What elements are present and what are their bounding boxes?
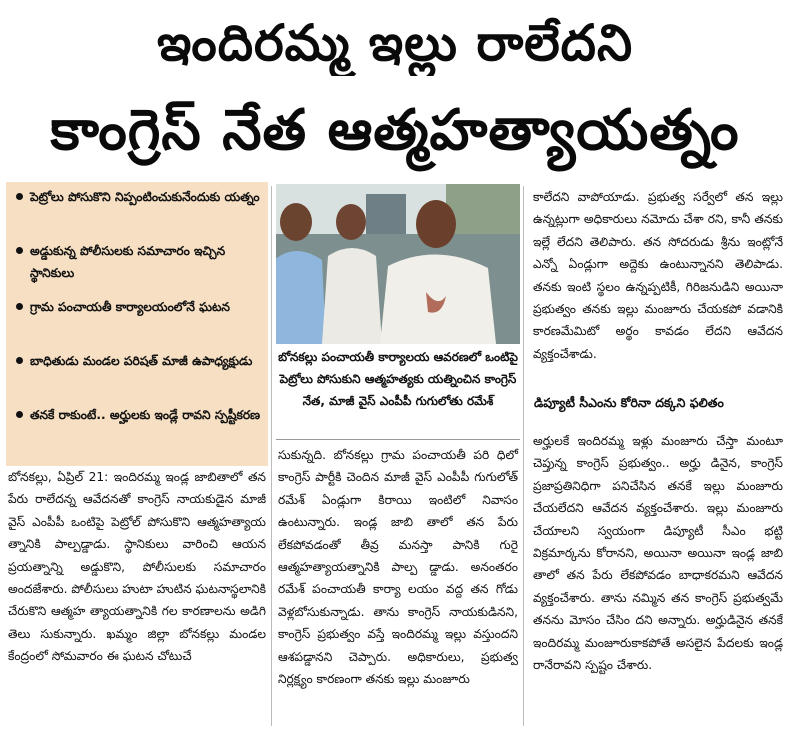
highlight-item: అడ్డుకున్న పోలీసులకు సమాచారం ఇచ్చిన స్థానికులు bbox=[16, 240, 266, 284]
highlights-box bbox=[6, 182, 268, 466]
highlight-item: గ్రామ పంచాయతీ కార్యాలయంలోనే ఘటన bbox=[16, 296, 266, 318]
bullet-icon bbox=[16, 247, 23, 254]
article-column-2 bbox=[278, 444, 518, 690]
headline-line-1: ఇందిరమ్మ ఇల్లు రాలేదని bbox=[156, 14, 634, 72]
article-column-1 bbox=[8, 466, 266, 668]
highlight-item: తనకే రాకుంటే.. అర్హులకు ఇండ్లే రావని స్పష్టీకరణ bbox=[16, 404, 266, 426]
article-subheading: డిప్యూటీ సీఎంను కోరినా దక్కని ఫలితం bbox=[534, 395, 724, 410]
column-divider bbox=[271, 186, 272, 726]
article-column-3-top bbox=[533, 186, 783, 365]
article-paragraph: బోనకల్లు, ఏప్రిల్ 21: ఇందిరమ్మ ఇండ్ల జాబితాలో తన పేరు రాలేదన్న ఆవేదనతో కాంగ్రెస్ నాయకుడైన మాజీ వైస్ ఎంపీపీ ఒంటిపై పెట్రోల్ పోసుకొని ఆత్మహత్యాయ త్నానికి పాల్పడ్డాడు. స్థానికులు వారించి ఆయన ప్రయత్నాన్ని అడ్డుకొని, పోలీసులకు సమాచారం అందజేశారు. పోలీసులు హుటా హుటిన ఘటనాస్థలానికి చేరుకొని ఆత్మహ త్యాయత్నానికి గల కారణాలను అడిగి తెలు సుకున్నారు. ఖమ్మం జిల్లా బోనకల్లు మండల కేంద్రంలో సోమవారం ఈ ఘటన చోటుచే bbox=[8, 470, 266, 664]
column-divider bbox=[523, 186, 524, 726]
highlight-item: పెట్రోలు పోసుకొని నిప్పంటించుకునేందుకు యత్నం bbox=[16, 186, 266, 208]
news-photo bbox=[276, 184, 520, 344]
highlight-item: బాధితుడు మండల పరిషత్ మాజీ ఉపాధ్యక్షుడు bbox=[16, 350, 266, 372]
article-paragraph: కాలేదని వాపోయాడు. ప్రభుత్వ సర్వేలో తన ఇల్లు ఉన్నట్లుగా అధికారులు నమోదు చేశా రని, కానీ తనకు ఇల్లే లేదని తెలిపారు. తన సోదరుడు శ్రీను ఇంట్లోనే ఎన్నో ఏండ్లుగా అద్దెకు ఉంటున్నానని తెలిపాడు. తనకు ఇంటి స్థలం ఉన్నప్పటికీ, గిరిజనుడిని అయినా ప్రభుత్వం తనకు ఇల్లు మంజూరు చేయకపో వడానికి కారణమేమిటో అర్థం కావడం లేదని ఆవేదన వ్యక్తంచేశాడు. bbox=[533, 190, 783, 361]
photo-illustration bbox=[276, 184, 520, 344]
bullet-icon bbox=[16, 411, 23, 418]
caption-divider bbox=[276, 439, 520, 440]
bullet-icon bbox=[16, 303, 23, 310]
bullet-icon bbox=[16, 193, 23, 200]
photo-caption: బోనకల్లు పంచాయతీ కార్యాలయ ఆవరణలో ఒంటిపై పెట్రోలు పోసుకుని ఆత్మహత్యకు యత్నించిన కాంగ్రెస్ నేత, మాజీ వైస్ ఎంపీపీ గుగులోతు రమేశ్ bbox=[278, 350, 518, 408]
headline-line-2: కాంగ్రెస్ నేత ఆత్మహత్యాయత్నం bbox=[50, 98, 740, 163]
bullet-icon bbox=[16, 357, 23, 364]
article-paragraph: అర్హులకే ఇందిరమ్మ ఇళ్లు మంజూరు చేస్తా మంటూ చెప్తున్న కాంగ్రెస్ ప్రభుత్వం.. అర్హు డినైన, కాంగ్రెస్ ప్రజాప్రతినిధిగా పనిచేసిన తనకే ఇల్లు మంజూరు చేయలేదని ఆవేదన వ్యక్తంచేశారు. ఇల్లు మంజూరు చేయాలని స్వయంగా డిప్యూటీ సీఎం భట్టి విక్రమార్కను కోరానని, అయినా అయినా ఇండ్ల జాబి తాలో తన పేరు లేకపోవడం బాధాకరమని ఆవేదన వ్యక్తంచేశారు. తాను నమ్మిన తన కాంగ్రెస్ ప్రభుత్వమే తనను మోసం చేసిం దని అన్నారు. అర్హుడినైన తనకే ఇందిరమ్మ మంజూరుకాకపోతే అసలైన పేదలకు ఇండ్ల రానేరావని స్పష్టం చేశారు. bbox=[533, 434, 783, 673]
article-paragraph: సుకున్నది. బోనకల్లు గ్రామ పంచాయతీ పరి ధిలో కాంగ్రెస్ పార్టీకి చెందిన మాజీ వైస్ ఎంపీపీ గుగులోత్ రమేశ్ ఏండ్లుగా కిరాయి ఇంటిలో నివాసం ఉంటున్నారు. ఇండ్ల జాబి తాలో తన పేరు లేకపోవడంతో తీవ్ర మనస్తా పానికి గురై ఆత్మహత్యాయత్నానికి పాల్ప డ్డాడు. అనంతరం రమేశ్ పంచాయతీ కార్యా లయం వద్ద తన గోడు వెళ్లబోసుకున్నాడు. తాను కాంగ్రెస్ నాయకుడినని, కాంగ్రెస్ ప్రభుత్వం వస్తే ఇందిరమ్మ ఇల్లు వస్తుందని ఆశపడ్డానని చెప్పారు. అధికారులు, ప్రభుత్వ నిర్లక్ష్యం కారణంగా తనకు ఇల్లు మంజూరు bbox=[278, 448, 518, 687]
article-column-3-bottom bbox=[533, 430, 783, 676]
